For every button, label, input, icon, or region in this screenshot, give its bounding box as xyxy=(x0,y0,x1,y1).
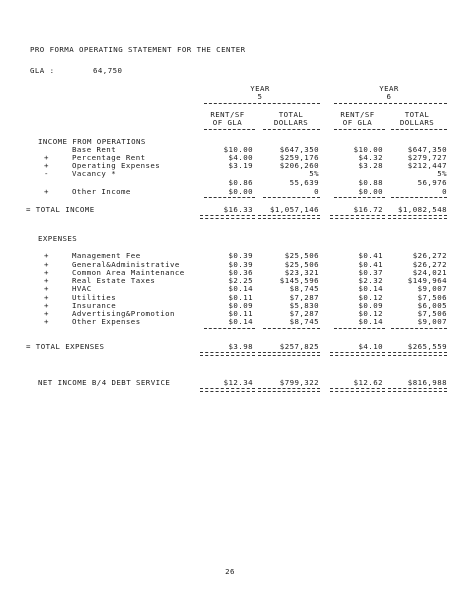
subtotal-rule xyxy=(391,328,447,329)
cell: $0.88 xyxy=(358,178,383,187)
cell: $4.00 xyxy=(228,153,253,162)
row-sign: + xyxy=(44,251,49,260)
cell: $16.72 xyxy=(353,205,383,214)
row-label: Insurance xyxy=(72,301,117,310)
cell: $7,287 xyxy=(289,309,319,318)
cell: $0.86 xyxy=(228,178,253,187)
cell: $9,007 xyxy=(417,284,447,293)
col-header-rent-5a: RENT/SF xyxy=(210,110,245,119)
cell: $0.39 xyxy=(228,260,253,269)
cell: $7,506 xyxy=(417,293,447,302)
cell: $12.34 xyxy=(223,378,253,387)
year-6-number: 6 xyxy=(386,92,392,101)
cell: $9,007 xyxy=(417,317,447,326)
cell: $0.00 xyxy=(358,187,383,196)
double-rule xyxy=(200,215,255,219)
col-header-total-6a: TOTAL xyxy=(404,110,430,119)
row-sign: + xyxy=(44,276,49,285)
cell: $1,057,146 xyxy=(270,205,319,214)
row-label: Percentage Rent xyxy=(72,153,146,162)
cell: $8,745 xyxy=(289,284,319,293)
year-5-rule xyxy=(204,103,320,104)
cell: $0.36 xyxy=(228,268,253,277)
cell: $0.00 xyxy=(228,187,253,196)
subtotal-rule xyxy=(204,197,255,198)
cell: $0.12 xyxy=(358,309,383,318)
cell: $26,272 xyxy=(412,251,447,260)
cell: $0.14 xyxy=(228,284,253,293)
double-rule xyxy=(258,388,320,392)
year-5-label: YEAR xyxy=(250,84,270,93)
cell: 0 xyxy=(442,187,447,196)
double-rule xyxy=(388,388,447,392)
double-rule xyxy=(330,388,385,392)
cell: $257,825 xyxy=(279,342,319,351)
row-sign: + xyxy=(44,268,49,277)
report-title: PRO FORMA OPERATING STATEMENT FOR THE CENTER xyxy=(30,45,246,54)
subtotal-rule xyxy=(334,197,385,198)
cell: $8,745 xyxy=(289,317,319,326)
row-sign: + xyxy=(44,187,49,196)
cell: $0.09 xyxy=(228,301,253,310)
cell: $279,727 xyxy=(407,153,447,162)
cell: $6,005 xyxy=(417,301,447,310)
col-header-total-5b: DOLLARS xyxy=(273,118,309,127)
row-sign: + xyxy=(44,309,49,318)
subtotal-rule xyxy=(263,328,320,329)
cell: $23,321 xyxy=(284,268,319,277)
cell: $145,596 xyxy=(279,276,319,285)
gla-value: 64,750 xyxy=(93,66,123,75)
cell: $0.37 xyxy=(358,268,383,277)
cell: $647,350 xyxy=(407,145,447,154)
row-sign: + xyxy=(44,260,49,269)
cell: $25,506 xyxy=(284,251,319,260)
row-sign: + xyxy=(44,153,49,162)
double-rule xyxy=(330,352,385,356)
cell: $2.32 xyxy=(358,276,383,285)
row-label: Advertising&Promotion xyxy=(72,309,175,318)
row-label: Management Fee xyxy=(72,251,141,260)
double-rule xyxy=(258,352,320,356)
cell: 55,639 xyxy=(289,178,319,187)
row-sign: + xyxy=(44,284,49,293)
cell: 0 xyxy=(314,187,319,196)
col-rule xyxy=(334,129,385,130)
col-header-total-5a: TOTAL xyxy=(278,110,304,119)
year-6-rule xyxy=(334,103,447,104)
cell: $0.41 xyxy=(358,251,383,260)
year-5-number: 5 xyxy=(257,92,263,101)
cell: $816,988 xyxy=(407,378,447,387)
cell: $26,272 xyxy=(412,260,447,269)
double-rule xyxy=(200,352,255,356)
subtotal-rule xyxy=(334,328,385,329)
row-label: = TOTAL INCOME xyxy=(26,205,95,214)
cell: 5% xyxy=(309,169,319,178)
cell: $2.25 xyxy=(228,276,253,285)
cell: $0.11 xyxy=(228,309,253,318)
page-number: 26 xyxy=(225,567,235,576)
row-label: Base Rent xyxy=(72,145,117,154)
cell: $4.10 xyxy=(358,342,383,351)
cell: 5% xyxy=(437,169,447,178)
cell: $0.14 xyxy=(358,317,383,326)
cell: $16.33 xyxy=(223,205,253,214)
row-label: General&Administrative xyxy=(72,260,180,269)
cell: $265,559 xyxy=(407,342,447,351)
cell: $0.41 xyxy=(358,260,383,269)
row-label: Real Estate Taxes xyxy=(72,276,156,285)
double-rule xyxy=(330,215,385,219)
cell: $0.14 xyxy=(358,284,383,293)
cell: $7,506 xyxy=(417,309,447,318)
cell: $206,260 xyxy=(279,161,319,170)
cell: $149,964 xyxy=(407,276,447,285)
subtotal-rule xyxy=(391,197,447,198)
row-sign: + xyxy=(44,161,49,170)
cell: $10.00 xyxy=(353,145,383,154)
expenses-header: EXPENSES xyxy=(38,234,78,243)
cell: $0.39 xyxy=(228,251,253,260)
row-label: Operating Expenses xyxy=(72,161,161,170)
row-sign: + xyxy=(44,301,49,310)
col-rule xyxy=(263,129,320,130)
cell: $0.09 xyxy=(358,301,383,310)
cell: $7,287 xyxy=(289,293,319,302)
cell: $12.62 xyxy=(353,378,383,387)
cell: $0.11 xyxy=(228,293,253,302)
double-rule xyxy=(200,388,255,392)
cell: $0.14 xyxy=(228,317,253,326)
year-6-label: YEAR xyxy=(379,84,399,93)
cell: $4.32 xyxy=(358,153,383,162)
subtotal-rule xyxy=(204,328,255,329)
row-sign: + xyxy=(44,293,49,302)
cell: $799,322 xyxy=(279,378,319,387)
double-rule xyxy=(388,215,447,219)
row-label: Utilities xyxy=(72,293,117,302)
row-sign: + xyxy=(44,317,49,326)
gla-label: GLA : xyxy=(30,66,55,75)
cell: $3.19 xyxy=(228,161,253,170)
row-label: HVAC xyxy=(72,284,92,293)
double-rule xyxy=(258,215,320,219)
col-rule xyxy=(391,129,447,130)
cell: $3.98 xyxy=(228,342,253,351)
col-header-rent-6a: RENT/SF xyxy=(340,110,375,119)
cell: $25,506 xyxy=(284,260,319,269)
cell: $10.00 xyxy=(223,145,253,154)
row-label: Vacancy * xyxy=(72,169,117,178)
row-label: = TOTAL EXPENSES xyxy=(26,342,105,351)
col-header-rent-6b: OF GLA xyxy=(342,118,373,127)
cell: $1,082,548 xyxy=(398,205,447,214)
row-label: Other Expenses xyxy=(72,317,141,326)
cell: $0.12 xyxy=(358,293,383,302)
subtotal-rule xyxy=(263,197,320,198)
row-sign: - xyxy=(44,169,49,178)
cell: $24,021 xyxy=(412,268,447,277)
row-label: Other Income xyxy=(72,187,131,196)
income-header: INCOME FROM OPERATIONS xyxy=(38,137,146,146)
cell: $647,350 xyxy=(279,145,319,154)
double-rule xyxy=(388,352,447,356)
col-header-rent-5b: OF GLA xyxy=(212,118,243,127)
cell: $5,830 xyxy=(289,301,319,310)
row-label: Common Area Maintenance xyxy=(72,268,185,277)
cell: $259,176 xyxy=(279,153,319,162)
cell: $212,447 xyxy=(407,161,447,170)
col-header-total-6b: DOLLARS xyxy=(399,118,435,127)
row-label: NET INCOME B/4 DEBT SERVICE xyxy=(38,378,171,387)
cell: $3.28 xyxy=(358,161,383,170)
col-rule xyxy=(204,129,255,130)
cell: 56,976 xyxy=(417,178,447,187)
